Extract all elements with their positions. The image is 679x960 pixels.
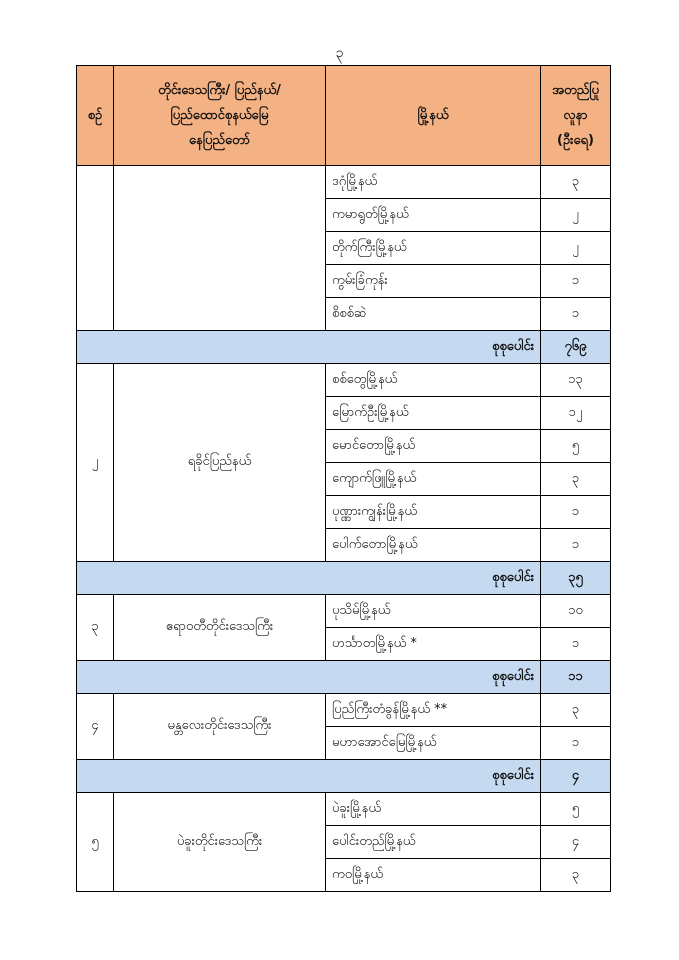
subtotal-value: ၄ (541, 760, 611, 793)
case-count-cell: ၃ (541, 166, 611, 199)
subtotal-label: စုစုပေါင်း (77, 760, 541, 793)
subtotal-label: စုစုပေါင်း (77, 661, 541, 694)
township-cell: မဟာအောင်မြေမြို့နယ် (326, 727, 541, 760)
case-count-cell: ၅ (541, 430, 611, 463)
subtotal-value: ၁၁ (541, 661, 611, 694)
case-count-cell: ၁ (541, 496, 611, 529)
row-number-cell: ၄ (77, 694, 114, 760)
header-number: စဉ် (77, 66, 114, 166)
township-cell: ပဲခူးမြို့နယ် (326, 793, 541, 826)
region-cell: ရခိုင်ပြည်နယ် (114, 364, 326, 562)
township-cell: ကမာရွတ်မြို့နယ် (326, 199, 541, 232)
township-cell: ဒဂုံမြို့နယ် (326, 166, 541, 199)
township-cell: ပေါင်းတည်မြို့နယ် (326, 826, 541, 859)
header-region-line-3: နေပြည်တော် (188, 133, 250, 148)
region-cell: ဧရာဝတီတိုင်းဒေသကြီး (114, 595, 326, 661)
case-count-cell: ၁ (541, 727, 611, 760)
subtotal-row (77, 331, 611, 364)
subtotal-label: စုစုပေါင်း (77, 331, 541, 364)
case-count-cell: ၃ (541, 859, 611, 892)
subtotal-row (77, 760, 611, 793)
township-cell: ကွမ်းခြံကုန်း (326, 265, 541, 298)
header-region-line-1: တိုင်းဒေသကြီး/ ပြည်နယ်/ (158, 83, 281, 98)
region-cell: မန္တလေးတိုင်းဒေသကြီး (114, 694, 326, 760)
subtotal-row (77, 661, 611, 694)
table-body (77, 166, 611, 892)
case-count-cell: ၁ (541, 628, 611, 661)
table-row (77, 166, 611, 199)
township-cell: မြောက်ဦးမြို့နယ် (326, 397, 541, 430)
township-cell: စစ်တွေမြို့နယ် (326, 364, 541, 397)
case-count-cell: ၅ (541, 793, 611, 826)
township-cell: ပုသိမ်မြို့နယ် (326, 595, 541, 628)
table-row (77, 694, 611, 727)
header-region-line-2: ပြည်ထောင်စုနယ်မြေ (170, 108, 269, 123)
case-count-cell: ၁၂ (541, 397, 611, 430)
township-cell: ပေါက်တောမြို့နယ် (326, 529, 541, 562)
subtotal-label: စုစုပေါင်း (77, 562, 541, 595)
row-number-cell (77, 166, 114, 331)
township-cell: ပြည်ကြီးတံခွန်မြို့နယ် ** (326, 694, 541, 727)
row-number-cell: ၅ (77, 793, 114, 892)
township-cell: စိစစ်ဆဲ (326, 298, 541, 331)
case-count-cell: ၂ (541, 232, 611, 265)
page-number: ၃ (335, 45, 344, 61)
region-cell (114, 166, 326, 331)
header-count-line-1: အတည်ပြု (552, 83, 599, 98)
township-cell: တိုက်ကြီးမြို့နယ် (326, 232, 541, 265)
township-cell: ကဝမြို့နယ် (326, 859, 541, 892)
row-number-cell: ၂ (77, 364, 114, 562)
township-cell: ဟင်္သာတမြို့နယ် * (326, 628, 541, 661)
case-count-cell: ၁၃ (541, 364, 611, 397)
case-count-cell: ၁ (541, 298, 611, 331)
header-region (114, 66, 326, 166)
table-row (77, 595, 611, 628)
header-township: မြို့နယ် (326, 66, 541, 166)
case-count-cell: ၁၀ (541, 595, 611, 628)
case-count-cell: ၄ (541, 826, 611, 859)
case-count-cell: ၁ (541, 529, 611, 562)
case-count-cell: ၂ (541, 199, 611, 232)
case-count-cell: ၁ (541, 265, 611, 298)
row-number-cell: ၃ (77, 595, 114, 661)
table-row (77, 364, 611, 397)
table-header-row (77, 66, 611, 166)
township-cell: ပုဏ္ဏားကျွန်းမြို့နယ် (326, 496, 541, 529)
subtotal-value: ၇၆၉ (541, 331, 611, 364)
case-count-cell: ၃ (541, 463, 611, 496)
header-count-line-2: လူနာ (ဦးရေ) (557, 108, 594, 148)
township-case-table (76, 65, 611, 892)
header-count (541, 66, 611, 166)
township-cell: ကျောက်ဖြူမြို့နယ် (326, 463, 541, 496)
subtotal-row (77, 562, 611, 595)
case-count-cell: ၃ (541, 694, 611, 727)
township-cell: မောင်တောမြို့နယ် (326, 430, 541, 463)
subtotal-value: ၃၅ (541, 562, 611, 595)
region-cell: ပဲခူးတိုင်းဒေသကြီး (114, 793, 326, 892)
table-row (77, 793, 611, 826)
